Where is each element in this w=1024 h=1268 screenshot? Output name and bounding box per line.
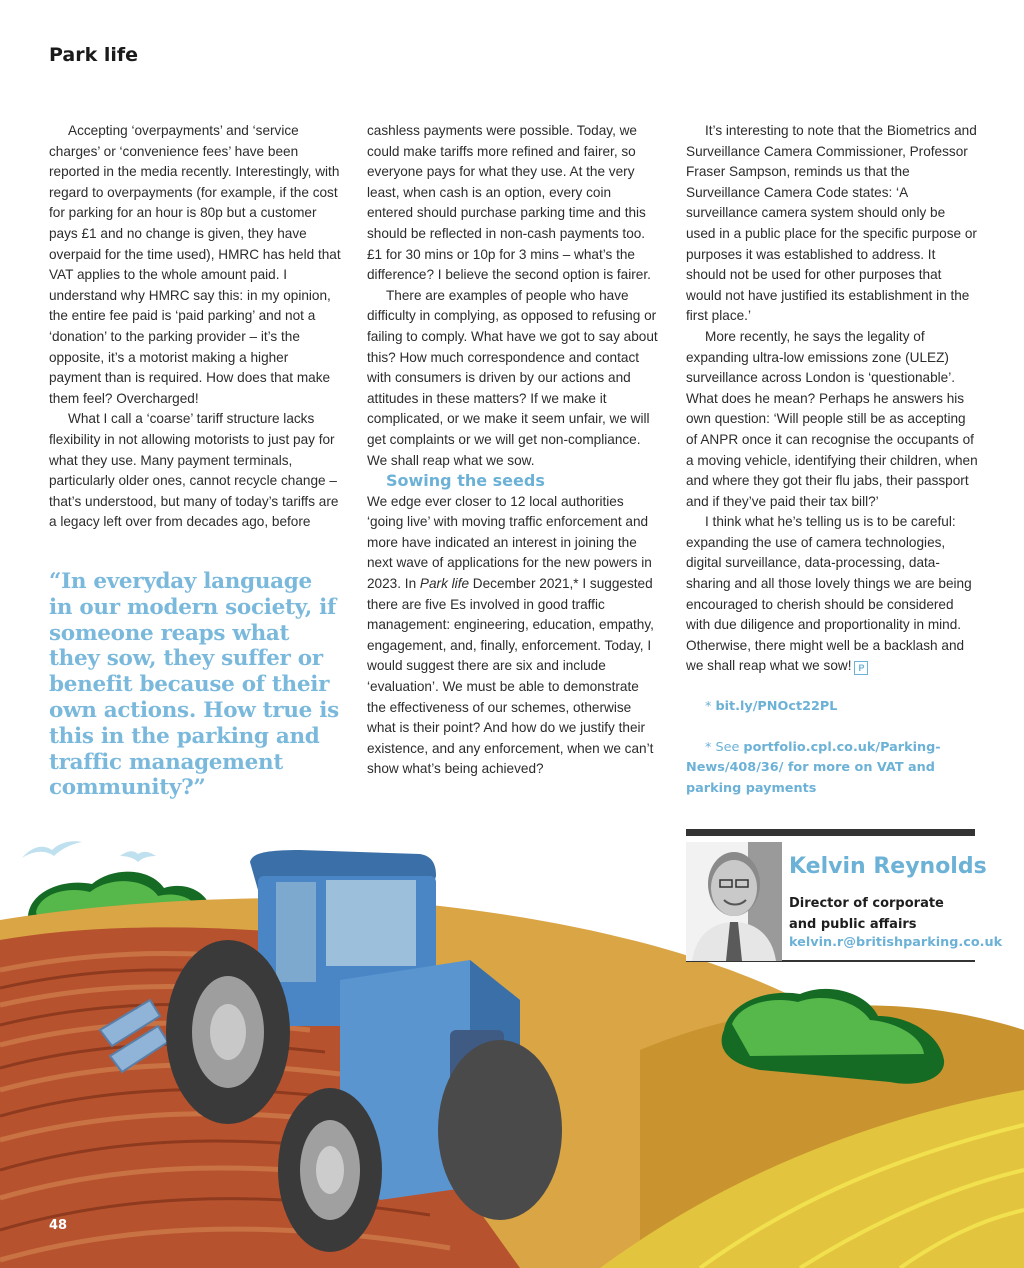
article-column-3 bbox=[686, 121, 978, 799]
paragraph: cashless payments were possible. Today, we could make tariffs more refined and fairer, so everyone pays for what they use. At the very least, when cash is an option, every coin entered should purchase parking time and this should be reflected in non-cash payments too. £1 for 30 mins or 10p for 3 mins – what’s the difference? I believe the second option is fairer. bbox=[367, 123, 651, 283]
subheading: Sowing the seeds bbox=[386, 471, 545, 491]
bird-icon bbox=[22, 841, 82, 858]
author-email-link[interactable]: kelvin.r@britishparking.co.uk bbox=[789, 935, 1003, 950]
paragraph-text: We edge ever closer to 12 local authorities ‘going live’ with moving traffic enforcement and more have indicated an interest in joining the next wave of applications for the new powers in 2023. In bbox=[367, 493, 652, 592]
footnote-1 bbox=[686, 697, 978, 718]
footnote-marker: * bbox=[705, 699, 716, 715]
author-name: Kelvin Reynolds bbox=[789, 854, 987, 879]
author-photo bbox=[686, 842, 782, 961]
paragraph: Accepting ‘overpayments’ and ‘service charges’ or ‘convenience fees’ have been reported in the media recently. Interestingly, with regard to overpayments (for example, if the cost for parking for an hour is 80p but a customer pays £1 and no change is given, they have overpaid for the time used), HMRC has held that VAT applies to the whole amount paid. I understand why HMRC say this: in my opinion, the entire fee paid is ‘paid parking’ and not a ‘donation’ to the parking provider – it’s the opposite, it’s a motorist making a higher payment than is required. How does that make them feel? Overcharged! bbox=[49, 123, 341, 406]
paragraph: More recently, he says the legality of expanding ultra-low emissions zone (ULEZ) surveillance across London is ‘questionable’. What does he mean? Perhaps he answers his own question: ‘Will people still be as accepting of ANPR once it can recognise the occupants of a moving vehicle, identifying their children, when and where they got their flu jabs, their passport and if they’ve paid their tax bill?’ bbox=[686, 328, 978, 509]
article-column-1 bbox=[49, 121, 341, 533]
bird-icon bbox=[120, 851, 156, 862]
author-role: Director of corporate and public affairs bbox=[789, 896, 944, 932]
paragraph-text: I think what he’s telling us is to be careful: expanding the use of camera technologies, digital surveillance, data-processing, data-sharing and all those lovely things we are being encouraged to cherish should be considered with due diligence and proportionality in mind. Otherwise, there might well be a backlash and we shall reap what we sow! bbox=[686, 514, 972, 674]
footnote-text: for more on VAT and parking payments bbox=[686, 760, 935, 796]
paragraph: What I call a ‘coarse’ tariff structure lacks flexibility in not allowing motorists to just pay for what they use. Many payment terminals, particularly older ones, cannot recycle change – that’s understood, but many of today’s tariffs are a legacy left over from decades ago, before bbox=[49, 411, 339, 530]
publication-title: Park life bbox=[419, 576, 470, 592]
footnote-link[interactable]: bit.ly/PNOct22PL bbox=[715, 699, 838, 715]
footnote-marker: * See bbox=[705, 739, 744, 755]
end-mark-icon: P bbox=[854, 661, 868, 675]
paragraph bbox=[686, 512, 978, 677]
author-box bbox=[686, 829, 1003, 962]
article-column-2 bbox=[367, 121, 659, 780]
paragraph bbox=[367, 492, 659, 780]
paragraph-text: December 2021,* I suggested there are five Es involved in good traffic management: engineering, education, empathy, engagement, and, finally, enforcement. Today, I would suggest there are six and include ‘evaluation’. We must be able to demonstrate the effectiveness of our schemes, otherwise what is their point? And how do we justify their existence, and any enforcement, when we can’t show what’s being achieved? bbox=[367, 576, 654, 777]
pull-quote: “In everyday language in our modern society, if someone reaps what they sow, they suffer or benefit because of their own actions. How true is this in the parking and traffic management community?” bbox=[49, 569, 339, 801]
section-title: Park life bbox=[49, 44, 139, 66]
paragraph: There are examples of people who have difficulty in complying, as opposed to refusing or failing to comply. What have we got to say about this? How much correspondence and contact with consumers is driven by our actions and attitudes in these matters? If we make it complicated, or we make it seem unfair, we will get complaints or we will get non-compliance. We shall reap what we sow. bbox=[367, 287, 658, 468]
footnote-2 bbox=[686, 738, 978, 800]
paragraph: It’s interesting to note that the Biometrics and Surveillance Camera Commissioner, Professor Fraser Sampson, reminds us that the Surveillance Camera Code states: ‘A surveillance camera system should only be used in a public place for the specific purpose or purposes it was established to address. It should not be used for other purposes that would not have justified its establishment in the first place.’ bbox=[686, 123, 977, 324]
page-number: 48 bbox=[49, 1218, 68, 1233]
footnote-link[interactable]: portfolio.cpl.co.uk/Parking-News/408/36/ bbox=[686, 739, 941, 776]
